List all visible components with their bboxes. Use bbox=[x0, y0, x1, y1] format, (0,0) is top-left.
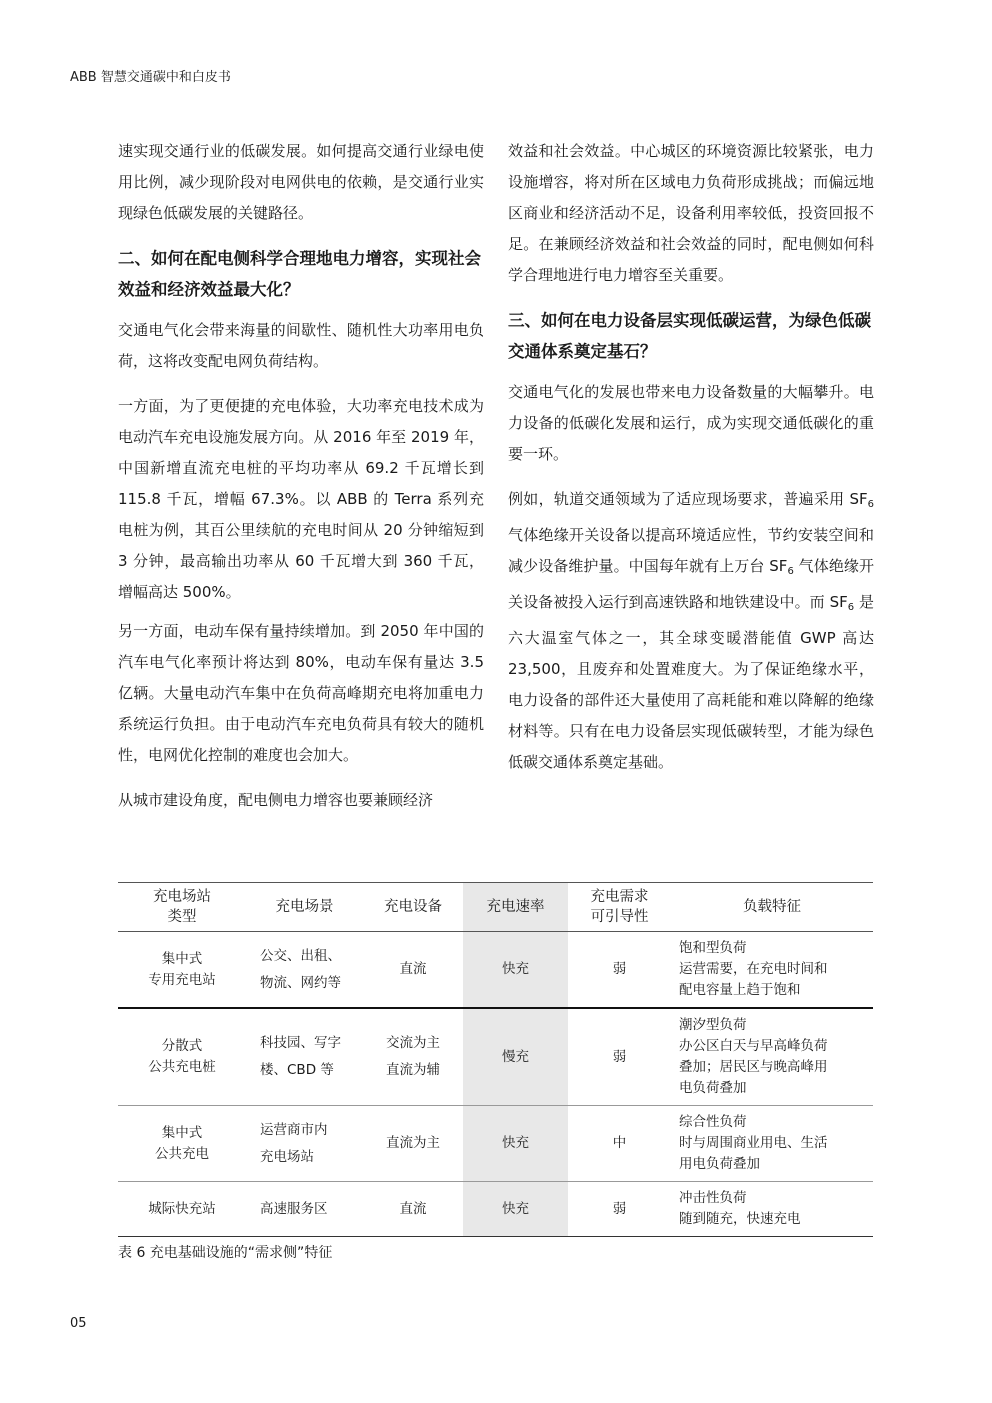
section-heading: 三、如何在电力设备层实现低碳运营，为绿色低碳交通体系奠定基石？ bbox=[508, 311, 871, 361]
table-row bbox=[118, 1182, 873, 1237]
cell-rate: 快充 bbox=[463, 932, 568, 1009]
paragraph: 交通电气化会带来海量的间歇性、随机性大功率用电负荷，这将改变配电网负荷结构。 bbox=[118, 321, 484, 370]
paragraph: 效益和社会效益。中心城区的环境资源比较紧张，电力设施增容，将对所在区域电力负荷形成挑战；而偏远地区商业和经济活动不足，设备利用率较低，投资回报不足。在兼顾经济效益和社会效益的同时，配电侧如何科学合理地进行电力增容至关重要。 bbox=[508, 142, 874, 284]
cell-scene: 运营商市内 充电场站 bbox=[246, 1106, 363, 1182]
cell-load: 冲击性负荷 随到随充，快速充电 bbox=[671, 1182, 873, 1237]
cell-scene: 高速服务区 bbox=[246, 1182, 363, 1237]
cell-load: 综合性负荷 时与周围商业用电、生活 用电负荷叠加 bbox=[671, 1106, 873, 1182]
table-caption: 表 6 充电基础设施的“需求侧”特征 bbox=[118, 1245, 333, 1261]
paragraph: 交通电气化的发展也带来电力设备数量的大幅攀升。电力设备的低碳化发展和运行，成为实现交通低碳化的重要一环。 bbox=[508, 383, 874, 463]
column-header: 负载特征 bbox=[671, 883, 873, 932]
cell-scene: 公交、出租、 物流、网约等 bbox=[246, 932, 363, 1009]
cell-device: 直流 bbox=[363, 932, 463, 1009]
subscript: 6 bbox=[867, 499, 874, 510]
paragraph: 一方面，为了更便捷的充电体验，大功率充电技术成为电动汽车充电设施发展方向。从 2016 年至 2019 年，中国新增直流充电桩的平均功率从 69.2 千瓦增长到 115.8 千瓦，增幅 67.3%。以 ABB 的 Terra 系列充电桩为例，其百公里续航的充电时间从 20 分钟缩短到 3 分钟，最高输出功率从 60 千瓦增大到 360 千瓦，增幅高达 500%。 bbox=[118, 397, 484, 601]
page-number: 05 bbox=[70, 1316, 87, 1331]
column-header: 充电设备 bbox=[363, 883, 463, 932]
subscript: 6 bbox=[787, 566, 794, 577]
charging-characteristics-table bbox=[118, 882, 873, 1237]
paragraph: 另一方面，电动车保有量持续增加。到 2050 年中国的汽车电气化率预计将达到 80%，电动车保有量达 3.5 亿辆。大量电动汽车集中在负荷高峰期充电将加重电力系统运行负担。由于电动汽车充电负荷具有较大的随机性，电网优化控制的难度也会加大。 bbox=[118, 622, 484, 764]
paragraph-sf6: 例如，轨道交通领域为了适应现场要求，普遍采用 $SF_6$ 气体绝缘开关设备以提高环境适应性，节约安装空间和减少设备维护量。中国每年就有上万台 $SF_6$ 气体绝缘开关设备被投入运行到高速铁路和地铁建设中。而 $SF_6$ 是六大温室气体之一，其全球变暖潜能值 GWP 高达 23,500，且废弃和处置难度大。为了保证绝缘水平，电力设备的部件还大量使用了高耗能和难以降解的绝缘材料等。只有在电力设备层实现低碳转型，才能为绿色低碳交通体系奠定基础。 bbox=[508, 490, 874, 771]
table-header-row bbox=[118, 883, 873, 932]
paragraph: 速实现交通行业的低碳发展。如何提高交通行业绿电使用比例，减少现阶段对电网供电的依赖，是交通行业实现绿色低碳发展的关键路径。 bbox=[118, 142, 484, 222]
cell-device: 直流 bbox=[363, 1182, 463, 1237]
cell-station-type: 城际快充站 bbox=[118, 1182, 246, 1237]
table-row bbox=[118, 1106, 873, 1182]
section-heading: 二、如何在配电侧科学合理地电力增容，实现社会效益和经济效益最大化？ bbox=[118, 249, 481, 299]
paragraph: 从城市建设角度，配电侧电力增容也要兼顾经济 bbox=[118, 791, 434, 809]
cell-device: 直流为主 bbox=[363, 1106, 463, 1182]
column-header: 充电需求 可引导性 bbox=[568, 883, 671, 932]
column-header: 充电场站 类型 bbox=[118, 883, 246, 932]
cell-rate: 快充 bbox=[463, 1182, 568, 1237]
right-column bbox=[508, 136, 874, 792]
subscript: 6 bbox=[847, 602, 855, 613]
cell-load: 饱和型负荷 运营需要，在充电时间和 配电容量上趋于饱和 bbox=[671, 932, 873, 1009]
table-row bbox=[118, 932, 873, 1009]
cell-rate: 慢充 bbox=[463, 1008, 568, 1106]
column-header: 充电速率 bbox=[463, 883, 568, 932]
left-column bbox=[118, 136, 484, 830]
cell-device: 交流为主 直流为辅 bbox=[363, 1008, 463, 1106]
cell-demand: 弱 bbox=[568, 1008, 671, 1106]
cell-rate: 快充 bbox=[463, 1106, 568, 1182]
document-header-title: ABB 智慧交通碳中和白皮书 bbox=[70, 70, 231, 85]
table-row bbox=[118, 1008, 873, 1106]
cell-station-type: 集中式 公共充电 bbox=[118, 1106, 246, 1182]
cell-load: 潮汐型负荷 办公区白天与早高峰负荷 叠加；居民区与晚高峰用 电负荷叠加 bbox=[671, 1008, 873, 1106]
cell-demand: 中 bbox=[568, 1106, 671, 1182]
cell-station-type: 集中式 专用充电站 bbox=[118, 932, 246, 1009]
cell-demand: 弱 bbox=[568, 932, 671, 1009]
cell-demand: 弱 bbox=[568, 1182, 671, 1237]
cell-station-type: 分散式 公共充电桩 bbox=[118, 1008, 246, 1106]
cell-scene: 科技园、写字 楼、CBD 等 bbox=[246, 1008, 363, 1106]
column-header: 充电场景 bbox=[246, 883, 363, 932]
